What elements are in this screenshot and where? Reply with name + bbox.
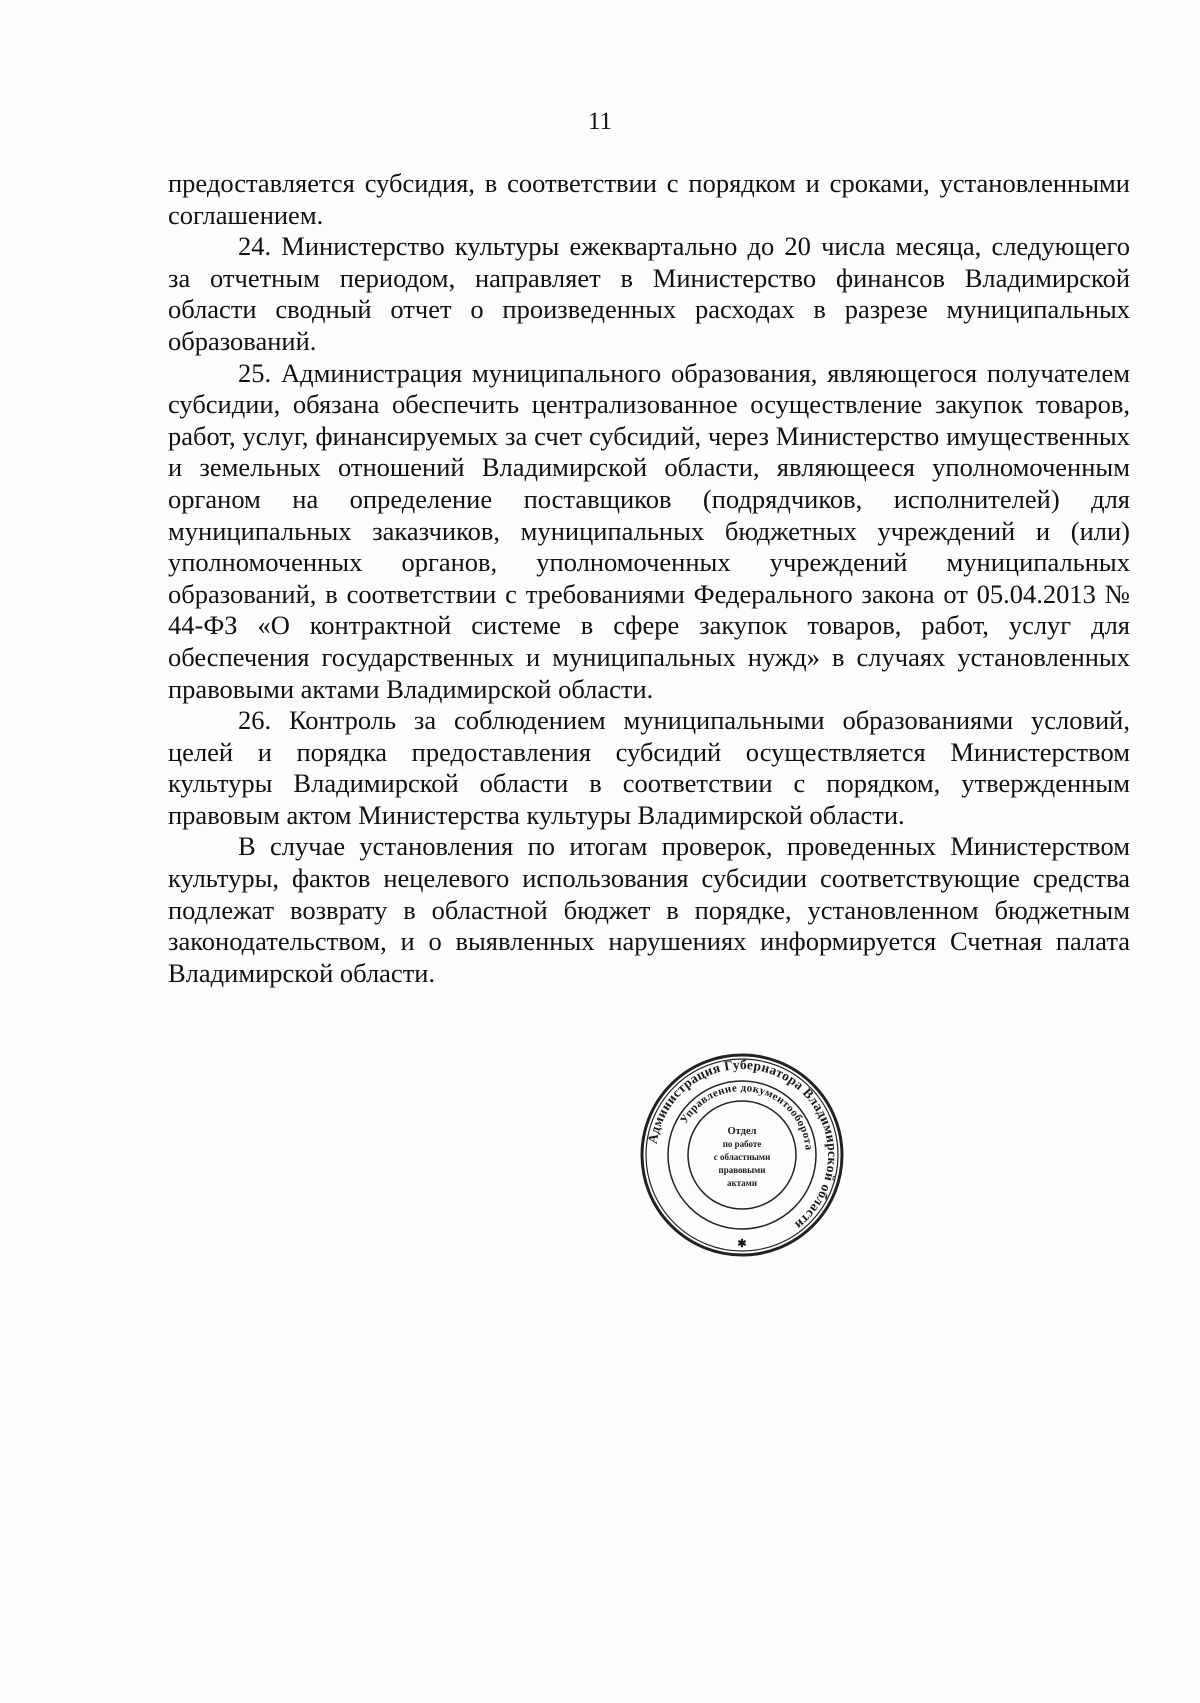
stamp-center-line-4: правовыми bbox=[718, 1165, 766, 1175]
paragraph-25: 25. Администрация муниципального образования, являющегося получателем субсидии, обязана обеспечить централизованное осуществление закупок товаров, работ, услуг, финансируемых за счет субсидий, через Министерство имущественных и земельных отношений Владимирской области, являющееся уполномоченным органом на определение поставщиков (подрядчиков, исполнителей) для муниципальных заказчиков, муниципальных бюджетных учреждений и (или) уполномоченных органов, уполномоченных учреждений муниципальных образований, в соответствии с требованиями Федерального закона от 05.04.2013 № 44-ФЗ «О контрактной системе в сфере закупок товаров, работ, услуг для обеспечения государственных и муниципальных нужд» в случаях установленных правовыми актами Владимирской области. bbox=[168, 357, 1130, 704]
page-number: 11 bbox=[587, 108, 613, 135]
stamp-star-icon: ✱ bbox=[737, 1238, 747, 1250]
stamp-outer-text: Администрация Губернатора Владимирской области bbox=[644, 1056, 841, 1233]
stamp-center-line-1: Отдел bbox=[727, 1126, 757, 1137]
stamp-center-line-3: с областными bbox=[713, 1152, 771, 1162]
paragraph-24: 24. Министерство культуры ежеквартально до 20 числа месяца, следующего за отчетным периодом, направляет в Министерство финансов Владимирской области сводный отчет о произведенных расходах в разрезе муниципальных образований. bbox=[168, 231, 1130, 356]
document-body bbox=[168, 168, 1130, 989]
stamp-center-line-2: по работе bbox=[722, 1139, 762, 1149]
stamp-center-line-5: актами bbox=[726, 1178, 758, 1188]
paragraph-26: 26. Контроль за соблюдением муниципальными образованиями условий, целей и порядка предоставления субсидий осуществляется Министерством культуры Владимирской области в соответствии с порядком, утвержденным правовым актом Министерства культуры Владимирской области. bbox=[168, 705, 1130, 830]
official-seal-stamp bbox=[640, 1053, 844, 1257]
paragraph-continuation: предоставляется субсидия, в соответствии с порядком и сроками, установленными соглашением. bbox=[168, 168, 1130, 230]
paragraph-26-continued: В случае установления по итогам проверок, проведенных Министерством культуры, фактов нецелевого использования субсидии соответствующие средства подлежат возврату в областной бюджет в порядке, установленном бюджетным законодательством, и о выявленных нарушениях информируется Счетная палата Владимирской области. bbox=[168, 831, 1130, 988]
stamp-inner-text: Управление документооборота bbox=[678, 1081, 815, 1152]
